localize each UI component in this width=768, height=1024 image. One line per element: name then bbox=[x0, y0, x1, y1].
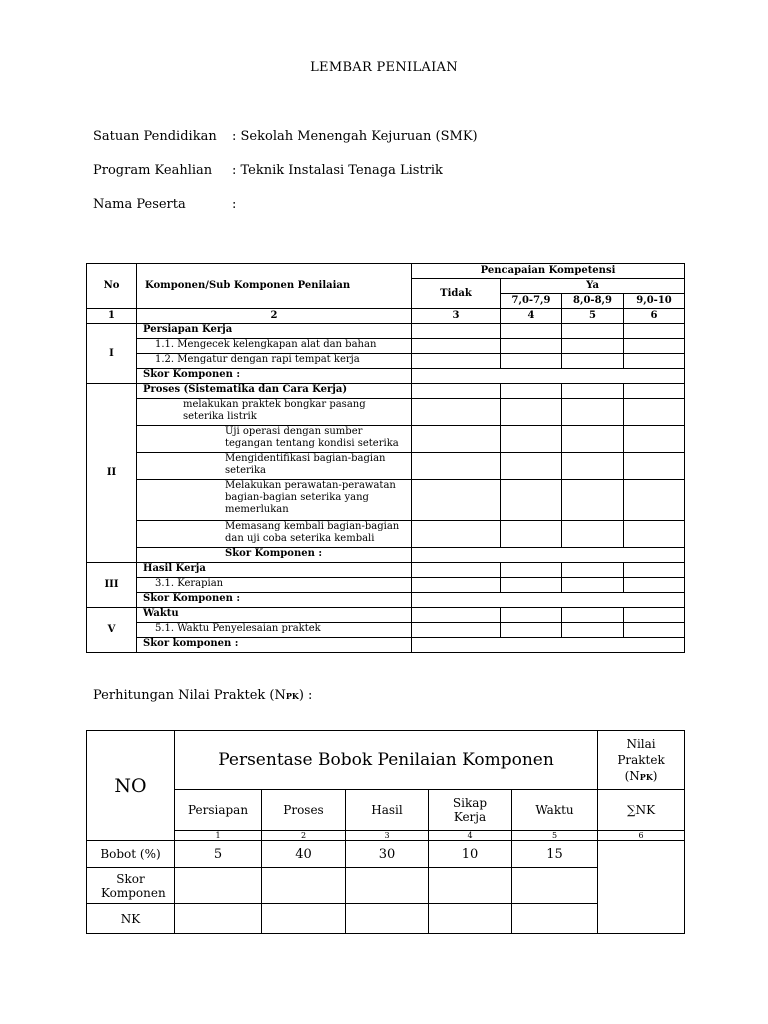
nilai-subscript: PK bbox=[639, 771, 653, 782]
header-pencapaian: Pencapaian Kompetensi bbox=[412, 264, 685, 279]
col-number: 6 bbox=[598, 831, 685, 841]
col-number: 5 bbox=[512, 831, 598, 841]
sub-item-line: melakukan praktek bongkar pasang bbox=[183, 399, 366, 410]
col-number: 5 bbox=[562, 309, 624, 324]
row-label-skor: Skor Komponen bbox=[87, 868, 175, 904]
assessment-table bbox=[86, 263, 685, 653]
header-range-2: 8,0-8,9 bbox=[562, 294, 624, 309]
nilai-line bbox=[598, 768, 684, 785]
section-number: I bbox=[87, 324, 137, 384]
bobot-value: 40 bbox=[262, 841, 346, 868]
col-number: 6 bbox=[624, 309, 685, 324]
header-tidak: Tidak bbox=[412, 279, 501, 309]
col-hasil: Hasil bbox=[346, 790, 429, 831]
col-number: 4 bbox=[501, 309, 562, 324]
col-proses: Proses bbox=[262, 790, 346, 831]
col-number: 3 bbox=[412, 309, 501, 324]
field-satuan-pendidikan bbox=[93, 129, 478, 144]
section-number: V bbox=[87, 608, 137, 653]
header-range-1: 7,0-7,9 bbox=[501, 294, 562, 309]
col-sikap-kerja: Sikap Kerja bbox=[429, 790, 512, 831]
column-number-row bbox=[87, 309, 685, 324]
skor-komponen: Skor komponen : bbox=[137, 638, 412, 653]
col-number: 3 bbox=[346, 831, 429, 841]
skor-komponen: Skor Komponen : bbox=[137, 369, 412, 384]
section-title: Proses (Sistematika dan Cara Kerja) bbox=[137, 384, 412, 399]
header-nilai-praktek bbox=[598, 731, 685, 790]
sub-item-line: Mengidentifikasi bagian-bagian bbox=[225, 453, 386, 464]
field-nama-peserta bbox=[93, 197, 236, 212]
header-persentase: Persentase Bobok Penilaian Komponen bbox=[175, 731, 598, 790]
sub-item: 5.1. Waktu Penyelesaian praktek bbox=[137, 623, 412, 638]
header-komponen: Komponen/Sub Komponen Penilaian bbox=[137, 264, 412, 309]
sub-item-line: seterika bbox=[225, 465, 266, 476]
field-label: Nama Peserta bbox=[93, 197, 186, 212]
sub-item: 1.2. Mengatur dengan rapi tempat kerja bbox=[137, 354, 412, 369]
percentage-table bbox=[86, 730, 685, 934]
row-label-nk: NK bbox=[87, 904, 175, 934]
col-number: 1 bbox=[175, 831, 262, 841]
bobot-value: 10 bbox=[429, 841, 512, 868]
bobot-value: 15 bbox=[512, 841, 598, 868]
field-value: : Teknik Instalasi Tenaga Listrik bbox=[232, 163, 443, 178]
col-number: 2 bbox=[262, 831, 346, 841]
sub-item: 1.1. Mengecek kelengkapan alat dan bahan bbox=[137, 339, 412, 354]
sub-item: 3.1. Kerapian bbox=[137, 578, 412, 593]
header-no: NO bbox=[87, 731, 175, 841]
perhitungan-heading bbox=[93, 688, 312, 703]
nilai-open: (N bbox=[624, 768, 640, 783]
row-label-bobot: Bobot (%) bbox=[87, 841, 175, 868]
nilai-close: ) bbox=[652, 768, 658, 783]
header-range-3: 9,0-10 bbox=[624, 294, 685, 309]
bobot-value: 5 bbox=[175, 841, 262, 868]
document-title: LEMBAR PENILAIAN bbox=[310, 60, 458, 75]
nilai-praktek-cell bbox=[598, 841, 685, 934]
sub-item bbox=[137, 426, 412, 453]
col-number: 2 bbox=[137, 309, 412, 324]
perhitungan-suffix: ) : bbox=[298, 688, 313, 703]
header-no: No bbox=[87, 264, 137, 309]
perhitungan-subscript: PK bbox=[285, 691, 299, 701]
bobot-value: 30 bbox=[346, 841, 429, 868]
sub-item-line: Uji operasi dengan sumber bbox=[225, 426, 363, 437]
sub-item bbox=[137, 521, 412, 548]
section-title: Hasil Kerja bbox=[137, 563, 412, 578]
perhitungan-label: Perhitungan Nilai Praktek (N bbox=[93, 688, 286, 703]
col-persiapan: Persiapan bbox=[175, 790, 262, 831]
field-value: : Sekolah Menengah Kejuruan (SMK) bbox=[232, 129, 478, 144]
section-number: II bbox=[87, 384, 137, 563]
sub-item-line: bagian-bagian seterika yang bbox=[225, 492, 369, 503]
sub-item-line: Melakukan perawatan-perawatan bbox=[225, 480, 396, 491]
nilai-line: Praktek bbox=[617, 752, 665, 767]
col-sigma-nk: ∑NK bbox=[598, 790, 685, 831]
sub-item-line: tegangan tentang kondisi seterika bbox=[225, 438, 399, 449]
section-title: Persiapan Kerja bbox=[137, 324, 412, 339]
sub-item-line: Memasang kembali bagian-bagian bbox=[225, 521, 400, 532]
sub-item-line: seterika listrik bbox=[183, 411, 257, 422]
header-ya: Ya bbox=[501, 279, 685, 294]
field-program-keahlian bbox=[93, 163, 443, 178]
sub-item bbox=[137, 453, 412, 480]
section-title: Waktu bbox=[137, 608, 412, 623]
field-label: Satuan Pendidikan bbox=[93, 129, 217, 144]
sub-item-line: dan uji coba seterika kembali bbox=[225, 533, 375, 544]
skor-komponen: Skor Komponen : bbox=[137, 593, 412, 608]
col-number: 4 bbox=[429, 831, 512, 841]
sub-item-line: memerlukan bbox=[225, 504, 289, 515]
nilai-line: Nilai bbox=[626, 736, 656, 751]
col-number: 1 bbox=[87, 309, 137, 324]
field-value: : bbox=[232, 197, 237, 212]
sub-item bbox=[137, 399, 412, 426]
skor-komponen: Skor Komponen : bbox=[137, 548, 412, 563]
sub-item bbox=[137, 480, 412, 521]
field-label: Program Keahlian bbox=[93, 163, 213, 178]
col-waktu: Waktu bbox=[512, 790, 598, 831]
section-number: III bbox=[87, 563, 137, 608]
